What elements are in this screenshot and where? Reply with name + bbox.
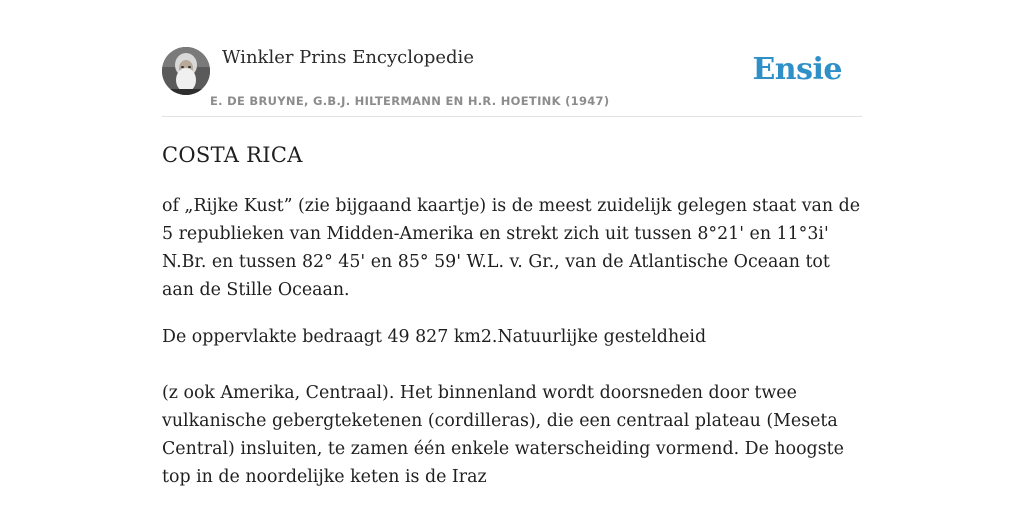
article-paragraph: De oppervlakte bedraagt 49 827 km2.Natuurlijke gesteldheid <box>162 327 707 347</box>
authors-line: E. DE BRUYNE, G.B.J. HILTERMANN EN H.R. HOETINK (1947) <box>210 94 610 108</box>
article-content <box>162 140 862 491</box>
brand-logo[interactable]: Ensie <box>752 52 842 87</box>
author-portrait-icon <box>162 47 210 95</box>
article-paragraph: (z ook Amerika, Centraal). Het binnenland wordt doorsneden door twee vulkanische gebergteketenen (cordilleras), die een centraal plateau (Meseta Central) insluiten, te zamen één enkele waterscheiding vormend. De hoogste top in de noordelijke keten is de Iraz <box>162 383 844 487</box>
article-title: COSTA RICA <box>162 143 303 167</box>
page-header <box>162 44 862 117</box>
article-paragraph: of „Rijke Kust” (zie bijgaand kaartje) is de meest zuidelijk gelegen staat van de 5 republieken van Midden-Amerika en strekt zich uit tussen 8°21' en 11°3i' N.Br. en tussen 82° 45' en 85° 59' W.L. v. Gr., van de Atlantische Oceaan tot aan de Stille Oceaan. <box>162 196 861 300</box>
site-title[interactable]: Winkler Prins Encyclopedie <box>222 47 474 68</box>
